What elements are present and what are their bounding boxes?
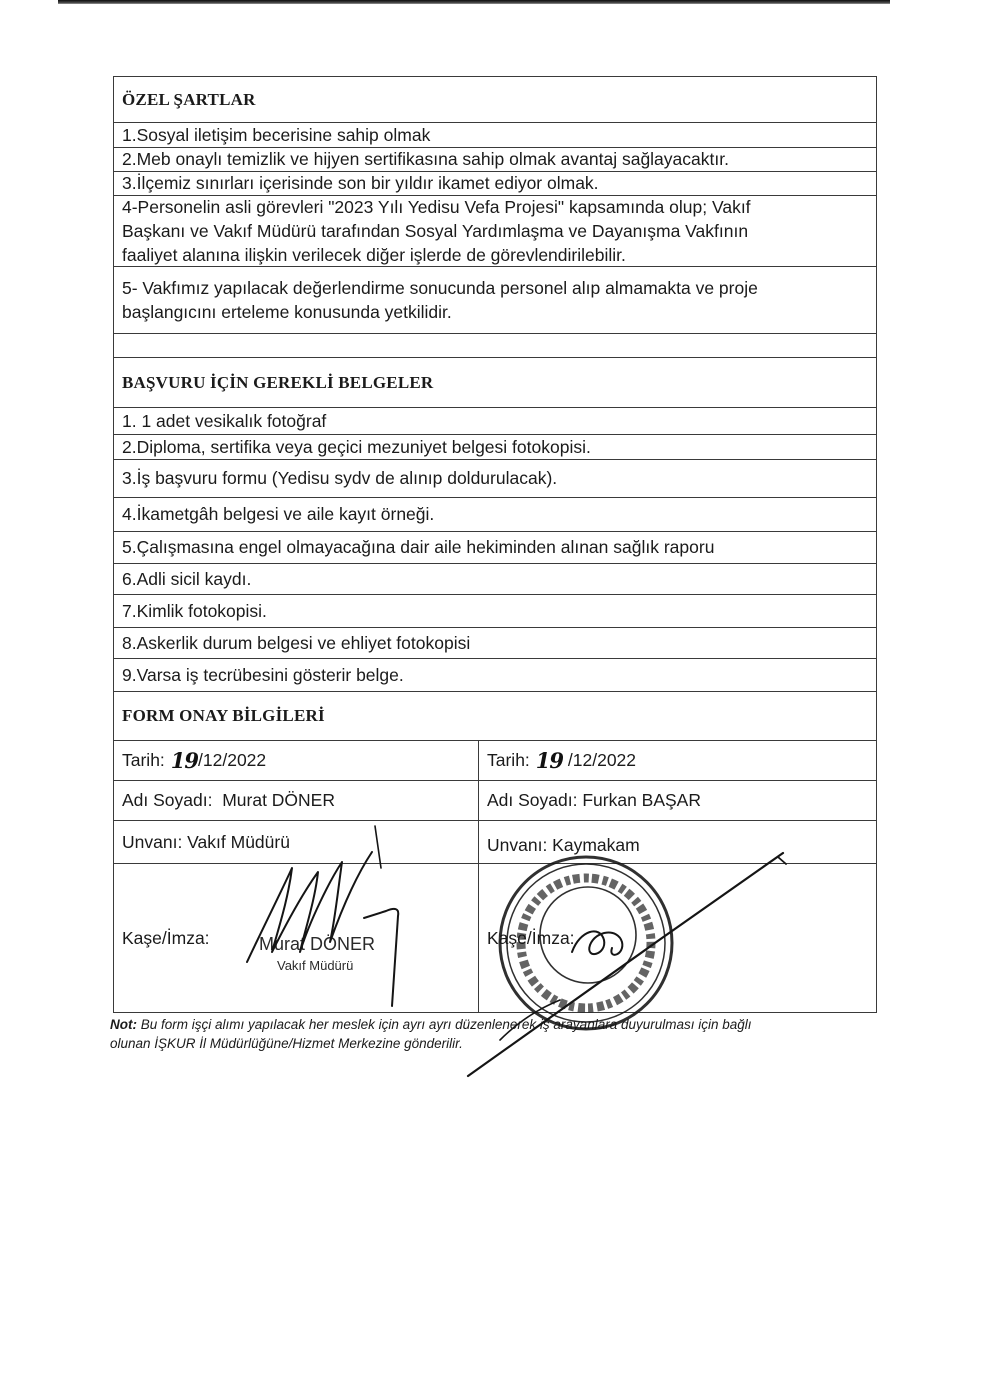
belge-row [114, 460, 876, 498]
kase-imza-right-cell [479, 864, 876, 1012]
belge-row [114, 532, 876, 564]
ad-soyad-row [114, 781, 876, 821]
belge-item: 4.İkametgâh belgesi ve aile kayıt örneği. [122, 504, 435, 524]
belge-item: 3.İş başvuru formu (Yedisu sydv de alınıp doldurulacak). [122, 468, 558, 488]
ad-soyad-left: Adı Soyadı: Murat DÖNER [114, 781, 479, 820]
belge-item: 9.Varsa iş tecrübesini gösterir belge. [122, 664, 404, 685]
belge-row [114, 564, 876, 595]
signature-stamp-title: Vakıf Müdürü [277, 958, 354, 973]
kase-imza-label: Kaşe/İmza: [122, 927, 210, 948]
tarih-day-handwritten: 19 [535, 748, 564, 773]
belge-item: 5.Çalışmasına engel olmayacağına dair aile hekiminden alınan sağlık raporu [122, 537, 715, 557]
ozel-sart-row [114, 196, 876, 267]
belge-row [114, 408, 876, 435]
section-title-form-onay [114, 692, 876, 741]
ozel-sart-item-line: faaliyet alanına ilişkin verilecek diğer işlerde de görevlendirilebilir. [122, 245, 626, 265]
basvuru-title: BAŞVURU İÇİN GEREKLİ BELGELER [122, 372, 434, 392]
ozel-sart-item-line: başlangıcını erteleme konusunda yetkilidir. [122, 302, 452, 322]
tarih-rest: /12/2022 [198, 750, 267, 770]
ozel-sart-row [114, 148, 876, 172]
ozel-sart-row [114, 172, 876, 196]
belge-item: 8.Askerlik durum belgesi ve ehliyet fotokopisi [122, 632, 471, 653]
kase-imza-label: Kaşe/İmza: [487, 927, 575, 948]
belge-item: 2.Diploma, sertifika veya geçici mezuniyet belgesi fotokopisi. [122, 436, 591, 457]
note-text: olunan İŞKUR İl Müdürlüğüne/Hizmet Merkezine gönderilir. [110, 1036, 463, 1051]
belge-row [114, 498, 876, 532]
tarih-label: Tarih: [122, 750, 165, 770]
belge-row [114, 628, 876, 659]
footer-note [110, 1015, 752, 1053]
note-line [110, 1034, 752, 1053]
ozel-sart-item: 2.Meb onaylı temizlik ve hijyen sertifikasına sahip olmak avantaj sağlayacaktır. [122, 149, 729, 169]
ozel-sart-row [114, 267, 876, 334]
note-line [110, 1015, 752, 1034]
section-title-ozel-sartlar [114, 77, 876, 123]
belge-item: 1. 1 adet vesikalık fotoğraf [122, 410, 327, 431]
unvan-left: Unvanı: Vakıf Müdürü [114, 821, 479, 863]
tarih-day-handwritten: 19 [170, 748, 199, 773]
belge-item: 7.Kimlik fotokopisi. [122, 600, 267, 621]
kase-imza-left-cell [114, 864, 479, 1012]
tarih-label: Tarih: [487, 750, 530, 770]
kase-imza-row [114, 864, 876, 1013]
unvan-row [114, 821, 876, 864]
tarih-row [114, 741, 876, 781]
ozel-sart-item-line: 5- Vakfımız yapılacak değerlendirme sonucunda personel alıp almamakta ve proje [122, 278, 758, 298]
scan-edge [58, 0, 890, 4]
empty-row [114, 334, 876, 358]
ozel-sart-item-line: Başkanı ve Vakıf Müdürü tarafından Sosyal Yardımlaşma ve Dayanışma Vakfının [122, 221, 749, 241]
ad-soyad-right: Adı Soyadı: Furkan BAŞAR [487, 790, 701, 810]
ozel-sartlar-title: ÖZEL ŞARTLAR [122, 89, 256, 109]
ozel-sart-item: 1.Sosyal iletişim becerisine sahip olmak [122, 124, 431, 145]
tarih-left-cell [114, 741, 479, 780]
ozel-sart-item: 3.İlçemiz sınırları içerisinde son bir yıldır ikamet ediyor olmak. [122, 173, 599, 193]
ozel-sart-row [114, 123, 876, 148]
note-label: Not: [110, 1017, 137, 1032]
form-table [113, 76, 877, 1013]
ozel-sart-item-line: 4-Personelin asli görevleri "2023 Yılı Yedisu Vefa Projesi" kapsamında olup; Vakıf [122, 197, 751, 217]
tarih-right-cell [479, 741, 876, 780]
signature-stamp-name: Murat DÖNER [259, 934, 376, 954]
belge-row [114, 659, 876, 692]
form-onay-title: FORM ONAY BİLGİLERİ [122, 706, 325, 725]
note-text: Bu form işçi alımı yapılacak her meslek için ayrı ayrı düzenlenerek iş arayanlara duyurulması için bağlı [140, 1017, 752, 1032]
belge-row [114, 435, 876, 460]
belge-row [114, 595, 876, 628]
section-title-basvuru [114, 358, 876, 408]
belge-item: 6.Adli sicil kaydı. [122, 568, 252, 589]
tarih-rest: /12/2022 [563, 750, 637, 770]
unvan-right: Unvanı: Kaymakam [487, 834, 640, 855]
